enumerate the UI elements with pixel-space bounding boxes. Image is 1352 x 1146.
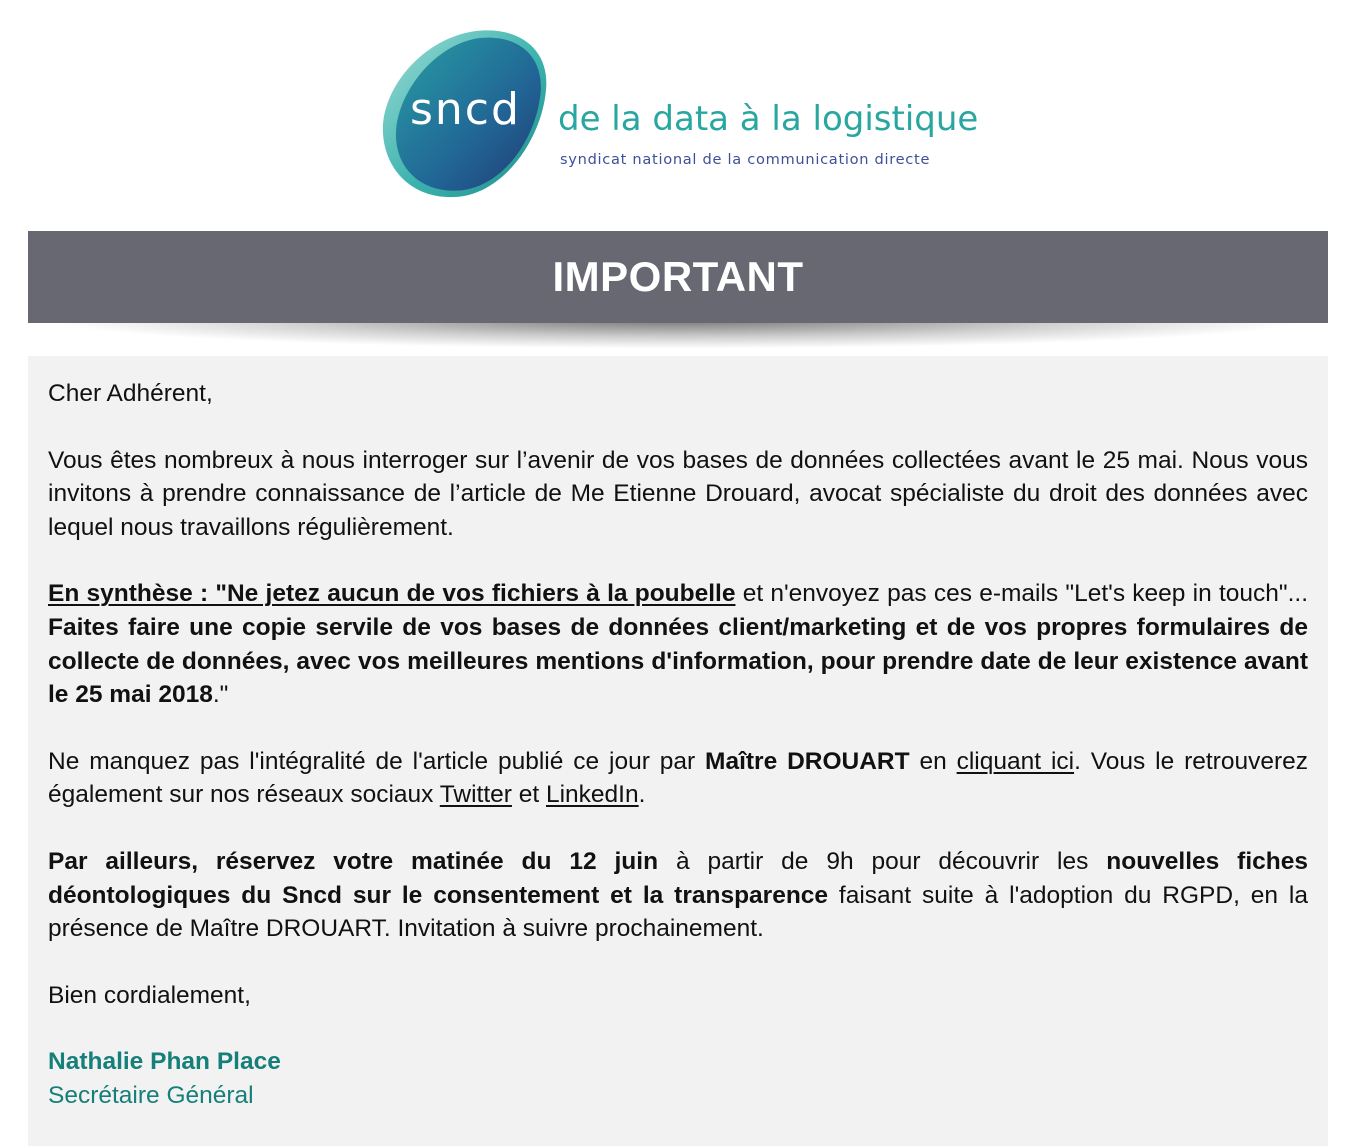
paragraph-event <box>48 845 1308 946</box>
greeting: Cher Adhérent, <box>48 380 213 407</box>
article-text-4: et <box>511 781 546 809</box>
twitter-link[interactable]: Twitter <box>439 781 512 809</box>
article-text-2: en <box>909 747 957 775</box>
logo-subtitle: syndicat national de la communication directe <box>560 151 931 168</box>
click-here-link[interactable]: cliquant ici <box>956 747 1075 775</box>
event-text-2: faisant suite à l'adoption du RGPD, en la présence de Maître DROUART. Invitation à suivre prochainement. <box>48 881 1308 943</box>
paragraph-synthesis <box>48 577 1308 711</box>
event-bold-2: nouvelles fiches déontologiques du Sncd sur le consentement et la transparence <box>48 847 1308 909</box>
banner-title: IMPORTANT <box>552 253 804 300</box>
closing: Bien cordialement, <box>48 981 251 1009</box>
article-text-1: Ne manquez pas l'intégralité de l'article publié ce jour par <box>48 747 706 775</box>
synthesis-link[interactable]: En synthèse : "Ne jetez aucun de vos fichiers à la poubelle <box>48 580 736 608</box>
event-text-1: à partir de 9h pour découvrir les <box>658 847 1107 875</box>
logo-wordmark: sncd <box>410 84 521 135</box>
article-author: Maître DROUART <box>705 747 910 775</box>
signature-role: Secrétaire Général <box>48 1081 254 1109</box>
paragraph-article <box>48 745 1308 812</box>
signature-name: Nathalie Phan Place <box>48 1048 281 1076</box>
logo-tagline: de la data à la logistique <box>558 99 979 139</box>
paragraph-intro: Vous êtes nombreux à nous interroger sur l’avenir de vos bases de données collectées avant le 25 mai. Nous vous invitons à prendre connaissance de l’article de Me Etienne Drouard, avocat spécialiste du droit des données avec lequel nous travaillons régulièrement. <box>48 446 1308 541</box>
synthesis-text-2: ." <box>212 681 229 709</box>
linkedin-link[interactable]: LinkedIn <box>545 781 639 809</box>
article-text-3: . Vous le retrouverez également sur nos réseaux sociaux <box>48 747 1309 809</box>
event-bold-1: Par ailleurs, réservez votre matinée du 12 juin <box>48 847 659 875</box>
sncd-logo <box>380 28 1000 200</box>
important-banner <box>28 231 1328 323</box>
synthesis-bold: Faites faire une copie servile de vos bases de données client/marketing et de vos propres formulaires de collecte de données, avec vos meilleures mentions d'information, pour prendre date de leur existence avant le 25 mai 2018 <box>48 613 1308 709</box>
letter-body <box>28 356 1328 1146</box>
synthesis-text-1: et n'envoyez pas ces e-mails "Let's keep in touch"... <box>735 580 1309 608</box>
article-text-5: . <box>638 781 646 809</box>
signature <box>48 1045 1308 1112</box>
